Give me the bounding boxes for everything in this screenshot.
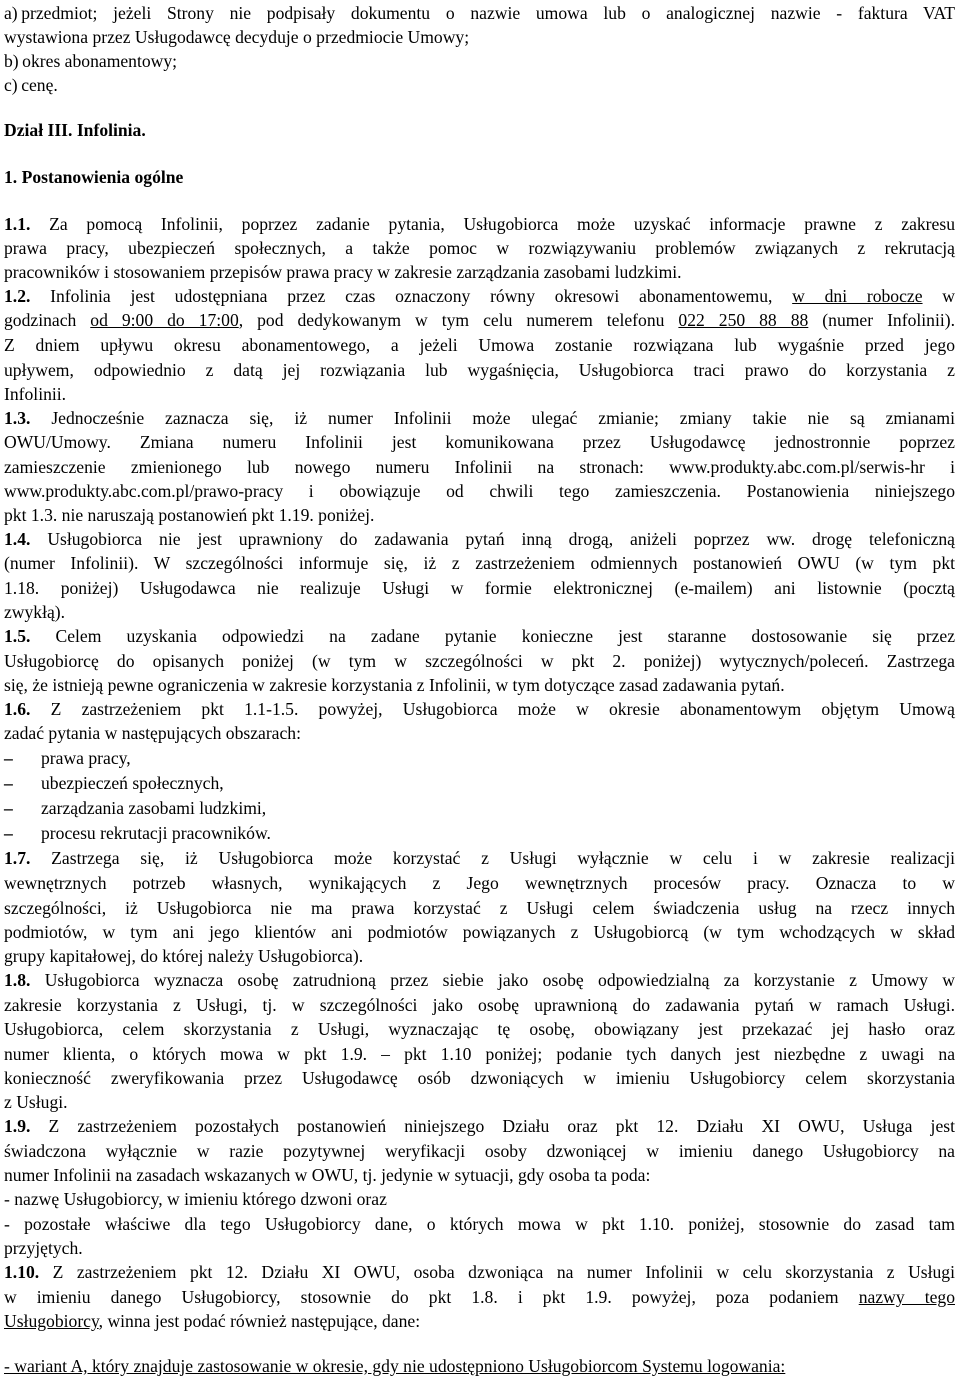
- text: www.produkty.abc.com.pl/prawo-pracy i obowiązuje od chwili tego zamieszczenia. Postanowienia niniejszego: [4, 481, 955, 501]
- p1-7-line-2: [4, 871, 955, 895]
- p1-2-line-1: [4, 284, 955, 308]
- p1-8-line-3: [4, 1017, 955, 1041]
- subsection-heading: [4, 165, 955, 189]
- text: z Usługi.: [4, 1092, 68, 1112]
- underlined-text: od 9:00 do 17:00: [90, 310, 239, 330]
- p1-8-line-5: [4, 1066, 955, 1090]
- clause-number: 1.7.: [4, 848, 31, 868]
- text: Usługobiorca nie jest uprawniony do zadawania pytań inną drogą, aniżeli poprzez ww. drogę telefoniczną: [30, 529, 955, 549]
- p1-4-line-2: [4, 551, 955, 575]
- text: Usługobiorca wyznacza osobę zatrudnioną przez siebie jako osobę odpowiedzialną za korzystanie z Umowy w: [30, 970, 955, 990]
- text: Z zastrzeżeniem pozostałych postanowień niniejszego Działu oraz pkt 12. Działu XI OWU, Usługa jest: [30, 1116, 955, 1136]
- clause-number: 1.3.: [4, 408, 31, 428]
- text: Zastrzega się, iż Usługobiorca może korzystać z Usługi wyłącznie w celu i w zakresie realizacji: [30, 848, 955, 868]
- p1-1-line-1: [4, 212, 955, 236]
- p1-10-line-3: [4, 1309, 955, 1333]
- prelude-line-c: [4, 73, 955, 97]
- p1-6-line-2: [4, 721, 955, 745]
- heading-text: Dział III. Infolinia.: [4, 120, 146, 140]
- underlined-text: Usługobiorcy: [4, 1311, 99, 1331]
- p1-9-line-5: [4, 1212, 955, 1236]
- p1-8-line-4: [4, 1042, 955, 1066]
- text: 1.18. poniżej) Usługodawca nie realizuje Usługi w formie elektronicznej (e-mailem) ani listownie (pocztą: [4, 578, 955, 598]
- p1-10-line-2: [4, 1285, 955, 1309]
- text: , winna jest podać również następujące, dane:: [98, 1311, 421, 1331]
- text: pracowników i stosowaniem przepisów prawa pracy w zakresie zarządzania zasobami ludzkimi.: [4, 262, 682, 282]
- text: pkt 1.3. nie naruszają postanowień pkt 1.19. poniżej.: [4, 505, 375, 525]
- clause-number: 1.9.: [4, 1116, 31, 1136]
- p1-7-line-3: [4, 896, 955, 920]
- p1-9-line-4: [4, 1187, 955, 1211]
- list-item-text: procesu rekrutacji pracowników.: [41, 823, 271, 843]
- p1-8-line-1: [4, 968, 955, 992]
- p1-1-line-3: [4, 260, 955, 284]
- text: Z zastrzeżeniem pkt 1.1-1.5. powyżej, Usługobiorca może w okresie abonamentowym objętym Umową: [30, 699, 955, 719]
- text: prawa pracy, ubezpieczeń społecznych, a także pomoc w rozwiązywaniu problemów związanych z rekrutacją: [4, 238, 955, 258]
- p1-3-line-1: [4, 406, 955, 430]
- p1-3-line-4: [4, 479, 955, 503]
- p1-7-line-4: [4, 920, 955, 944]
- p1-3-line-5: [4, 503, 955, 527]
- list-item-text: ubezpieczeń społecznych,: [41, 773, 224, 793]
- text: godzinach: [4, 310, 91, 330]
- clause-number: 1.4.: [4, 529, 31, 549]
- clause-number: 1.8.: [4, 970, 31, 990]
- text: Infolinia jest udostępniana przez czas oznaczony równy okresowi abonamentowemu,: [30, 286, 793, 306]
- list-item: [4, 821, 955, 845]
- prelude-line-b: [4, 49, 955, 73]
- text: Usługobiorcę do opisanych poniżej (w tym w szczególności w pkt 2. poniżej) wytycznych/poleceń. Zastrzega: [4, 651, 955, 671]
- p1-4-line-3: [4, 576, 955, 600]
- text: grupy kapitałowej, do której należy Usługobiorca).: [4, 946, 364, 966]
- text: przyjętych.: [4, 1238, 83, 1258]
- text: - pozostałe właściwe dla tego Usługobiorcy dane, o których mowa w pkt 1.10. poniżej, stosownie do zasad tam: [4, 1214, 955, 1234]
- p1-4-line-1: [4, 527, 955, 551]
- text: - nazwę Usługobiorcy, w imieniu którego dzwoni oraz: [4, 1189, 387, 1209]
- clause-number: 1.2.: [4, 286, 31, 306]
- underlined-text: nazwy tego: [858, 1287, 955, 1307]
- text: (numer Infolinii). W szczególności informuje się, iż z zastrzeżeniem odmiennych postanowień OWU (w tym pkt: [4, 553, 955, 573]
- text: (numer Infolinii).: [808, 310, 955, 330]
- p1-7-line-1: [4, 846, 955, 870]
- text: numer klienta, o których mowa w pkt 1.9. – pkt 1.10 poniżej; podanie tych danych jest niezbędne z uwagi na: [4, 1044, 955, 1064]
- text: zamieszczenie zmienionego lub nowego numeru Infolinii na stronach: www.produkty.abc.com.pl/serwis-hr i: [4, 457, 955, 477]
- p1-2-line-4: [4, 358, 955, 382]
- text: wystawiona przez Usługodawcę decyduje o przedmiocie Umowy;: [4, 27, 470, 47]
- p1-9-line-6: [4, 1236, 955, 1260]
- text: c) cenę.: [4, 75, 58, 95]
- list-item: [4, 746, 955, 770]
- text: OWU/Umowy. Zmiana numeru Infolinii jest komunikowana przez Usługodawcę jednostronnie poprzez: [4, 432, 955, 452]
- list-item: [4, 796, 955, 820]
- p1-1-line-2: [4, 236, 955, 260]
- text: - wariant A, który znajduje zastosowanie w okresie, gdy nie udostępniono Usługobiorcom Systemu logowania:: [4, 1356, 786, 1376]
- text: w: [922, 286, 955, 306]
- text: numer Infolinii na zasadach wskazanych w OWU, tj. jedynie w sytuacji, gdy osoba ta poda:: [4, 1165, 651, 1185]
- text: zwykłą).: [4, 602, 66, 622]
- p1-7-line-5: [4, 944, 955, 968]
- dash-bullet: –: [4, 823, 13, 843]
- clause-number: 1.5.: [4, 626, 31, 646]
- text: Celem uzyskania odpowiedzi na zadane pytanie konieczne jest staranne dostosowanie się przez: [30, 626, 955, 646]
- prelude-line-a2: [4, 25, 955, 49]
- text: się, że istnieją pewne ograniczenia w zakresie korzystania z Infolinii, w tym dotyczące zasad zadawania pytań.: [4, 675, 785, 695]
- text: Z dniem upływu okresu abonamentowego, a jeżeli Umowa zostanie rozwiązana lub wygaśnie przed jego: [4, 335, 955, 355]
- clause-number: 1.10.: [4, 1262, 40, 1282]
- dash-bullet: –: [4, 748, 13, 768]
- clause-number: 1.1.: [4, 214, 31, 234]
- text: , pod dedykowanym w tym celu numerem telefonu: [238, 310, 679, 330]
- p1-2-line-5: [4, 382, 955, 406]
- text: zadać pytania w następujących obszarach:: [4, 723, 301, 743]
- dash-bullet: –: [4, 798, 13, 818]
- prelude-line-a: [4, 1, 955, 25]
- text: a) przedmiot; jeżeli Strony nie podpisały dokumentu o nazwie umowa lub o analogicznej nazwie - faktura VAT: [4, 3, 955, 23]
- p1-5-line-3: [4, 673, 955, 697]
- p1-5-line-1: [4, 624, 955, 648]
- p1-9-line-2: [4, 1139, 955, 1163]
- text: upływem, odpowiednio z datą jej rozwiązania lub wygaśnięcia, Usługobiorca traci prawo do korzystania z: [4, 360, 955, 380]
- text: Usługobiorca, celem skorzystania z Usługi, wyznaczając tę osobę, obowiązany jest przekazać jej hasło oraz: [4, 1019, 955, 1039]
- text: b) okres abonamentowy;: [4, 51, 178, 71]
- text: konieczność zweryfikowania przez Usługodawcę osób dzwoniących w imieniu Usługobiorcy celem skorzystania: [4, 1068, 955, 1088]
- text: Za pomocą Infolinii, poprzez zadanie pytania, Usługobiorca może uzyskać informacje prawne z zakresu: [30, 214, 955, 234]
- p1-10-line-4: [4, 1354, 955, 1378]
- text: Infolinii.: [4, 384, 67, 404]
- p1-5-line-2: [4, 649, 955, 673]
- p1-9-line-3: [4, 1163, 955, 1187]
- text: wewnętrznych potrzeb własnych, wynikających z Jego wewnętrznych procesów pracy. Oznacza to w: [4, 873, 955, 893]
- list-item-text: zarządzania zasobami ludzkimi,: [41, 798, 267, 818]
- text: świadczona wyłącznie w razie pozytywnej weryfikacji osoby dzwoniącej w imieniu danego Usługobiorcy na: [4, 1141, 955, 1161]
- underlined-text: w dni robocze: [792, 286, 923, 306]
- section-heading: [4, 118, 955, 142]
- p1-3-line-2: [4, 430, 955, 454]
- list-item: [4, 771, 955, 795]
- p1-8-line-6: [4, 1090, 955, 1114]
- p1-10-line-1: [4, 1260, 955, 1284]
- phone-number: 022 250 88 88: [678, 310, 809, 330]
- text: szczególności, iż Usługobiorca nie ma prawa korzystać z Usługi celem świadczenia usług na rzecz innych: [4, 898, 955, 918]
- p1-8-line-2: [4, 993, 955, 1017]
- p1-2-line-3: [4, 333, 955, 357]
- p1-6-line-1: [4, 697, 955, 721]
- p1-4-line-4: [4, 600, 955, 624]
- text: w imieniu danego Usługobiorcy, stosownie do pkt 1.8. i pkt 1.9. powyżej, poza podaniem: [4, 1287, 859, 1307]
- clause-number: 1.6.: [4, 699, 31, 719]
- p1-3-line-3: [4, 455, 955, 479]
- text: Z zastrzeżeniem pkt 12. Działu XI OWU, osoba dzwoniąca na numer Infolinii w celu skorzystania z Usługi: [39, 1262, 955, 1282]
- heading-text: 1. Postanowienia ogólne: [4, 167, 184, 187]
- text: Jednocześnie zaznacza się, iż numer Infolinii może ulegać zmianie; zmiany takie nie są zmianami: [30, 408, 955, 428]
- list-item-text: prawa pracy,: [41, 748, 131, 768]
- p1-9-line-1: [4, 1114, 955, 1138]
- dash-bullet: –: [4, 773, 13, 793]
- p1-2-line-2: [4, 308, 955, 332]
- text: podmiotów, w tym ani jego klientów ani podmiotów powiązanych z Usługobiorcą (w tym wchodzących w skład: [4, 922, 955, 942]
- text: zakresie korzystania z Usługi, tj. w szczególności jako osobę uprawnioną do zadawania pytań w ramach Usługi.: [4, 995, 955, 1015]
